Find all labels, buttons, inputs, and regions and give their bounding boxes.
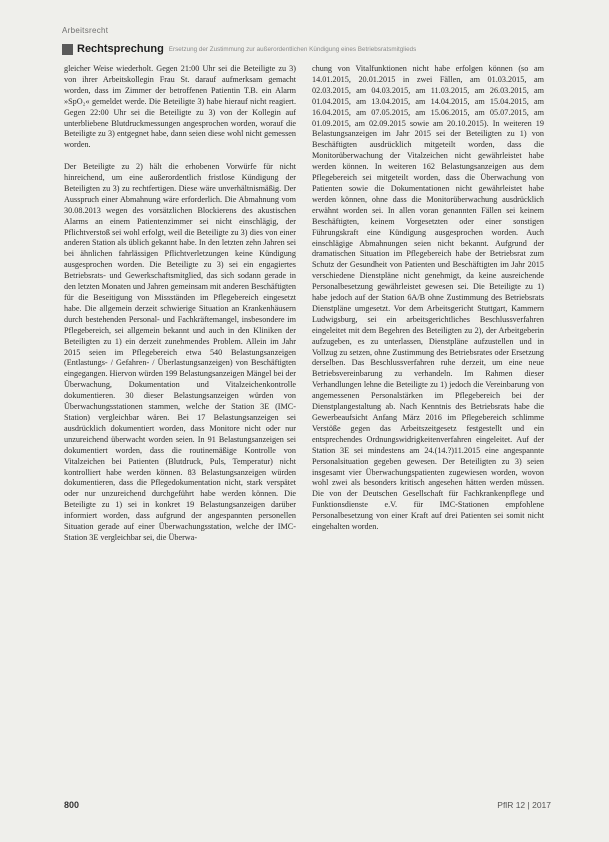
right-column	[312, 64, 544, 533]
left-column	[64, 64, 296, 544]
section-title: Rechtsprechung	[77, 43, 164, 55]
paragraph: gleicher Weise wiederholt. Gegen 21:00 Uhr sei die Beteiligte zu 3) von ihrer Arbeitskollegin Frau St. darauf aufmerksam gemacht worden, dass im Zimmer der betroffenen Patientin T.B. ein Alarm »SpO₂« gemeldet werde. Die Beteiligte 3) habe hierauf nicht reagiert. Gegen 22:00 Uhr sei die Beteiligte zu 3) von der Kollegin auf unterbliebene Blutdruckmessungen angesprochen worden, worauf die Beteiligte zu 3) entgegnet habe, dann seien diese wohl nicht gemessen worden.	[64, 64, 296, 150]
paragraph: Der Beteiligte zu 2) hält die erhobenen Vorwürfe für nicht hinreichend, um eine außerordentlich fristlose Kündigung der Beteiligten zu 3) zu rechtfertigen. Diese wäre unverhältnismäßig. Der Ausspruch einer Abmahnung wäre erforderlich. Die Abmahnung vom 30.08.2013 wegen des vorsätzlichen Blockierens des akustischen Alarms an einem Patientenzimmer sei nicht einschlägig, der Pflichtverstoß sei wohl erfolgt, weil die Beteiligte zu 3) dies von einer anderen Station als üblich gekannt habe. In den letzten zehn Jahren sei bei ähnlichen fahrlässigen Pflichtverletzungen keine Kündigung ausgesprochen worden. Die Beteiligte zu 3) sei ein engagiertes Betriebsrats- und Gewerkschaftsmitglied, das sich sodann gerade in den letzten Monaten und Jahren gemeinsam mit anderen Beschäftigten für die Beseitigung von Missständen im Pflegebereich eingesetzt habe. Die allgemein derzeit schwierige Situation an Krankenhäusern durch bestehenden Personal- und Fachkräftemangel, insbesondere im Pflegebereich, sei allgemein bekannt und auch in den Kliniken der Beteiligten zu 1) ein derzeit zunehmendes Problem. Allein im Jahr 2015 seien im Pflegebereich etwa 540 Belastungsanzeigen (Entlastungs- / Gefahren- / Überlastungsanzeigen) von Beschäftigten eingegangen. Hiervon würden 199 Belastungsanzeigen Mängel bei der Überwachung, Dokumentation und Vitalzeichenkontrolle dokumentieren. 30 dieser Belastungsanzeigen würden von Überwachungsstationen stammen, welche der Station 3E (IMC-Station) vergleichbar wären. Bei 17 Belastungsanzeigen sei ausdrücklich dokumentiert worden, dass Monitore nicht oder nur unzureichend überwacht worden seien. In 91 Belastungsanzeigen sei dokumentiert worden, dass die routinemäßige Kontrolle von Vitalzeichen bei Patienten (Blutdruck, Puls, Temperatur) nicht kontrolliert habe werden können. 83 Belastungsanzeigen würden dokumentieren, dass die Pflegedokumentation nicht, stark verspätet oder nur unzureichend durchgeführt habe werden können. Die Beteiligte zu 1) sei in konkret 19 Belastungsanzeigen darüber informiert worden, dass aufgrund der angespannten personellen Situation gerade auf einer Überwachungsstation, welche der IMC-Station 3E vergleichbar sei, die Überwa-	[64, 162, 296, 542]
section-header	[62, 42, 551, 56]
running-head: Arbeitsrecht	[62, 26, 109, 35]
journal-issue: PflR 12 | 2017	[497, 800, 551, 810]
section-subtitle: Ersetzung der Zustimmung zur außerordentlichen Kündigung eines Betriebsratsmitglieds	[168, 45, 417, 53]
section-marker-icon	[62, 44, 73, 55]
paragraph: chung von Vitalfunktionen nicht habe erfolgen können (so am 14.01.2015, 20.01.2015 in zwei Fällen, am 01.03.2015, am 02.03.2015, am 04.03.2015, am 11.03.2015, am 26.03.2015, am 01.04.2015, am 13.04.2015, am 14.04.2015, am 15.04.2015, am 16.04.2015, am 07.05.2015, am 15.06.2015, am 05.07.2015, am 01.09.2015, am 02.09.2015 sowie am 20.10.2015). In weiteren 19 Belastungsanzeigen im Jahr 2015 sei der Beteiligten zu 1) von Beschäftigten ausdrücklich mitgeteilt worden, dass die Monitorüberwachung der Vitalzeichen nicht gewährleistet habe werden können. In weiteren 162 Belastungsanzeigen aus dem Pflegebereich sei mitgeteilt worden, dass die Überwachung von Patienten sowie die Dokumentationen nicht gewährleistet habe werden können, ohne dass die Monitorüberwachung ausdrücklich erwähnt worden sei. In allen voran genannten Fällen sei keinem Beschäftigten, keinem Vorgesetzten oder einer sonstigen Führungskraft eine Kündigung ausgesprochen worden. Auch einschlägige Abmahnungen seien nicht bekannt. Aufgrund der dramatischen Situation im Pflegebereich habe der Betriebsrat zum Schutz der Gesundheit von Patienten und Beschäftigten im Jahr 2015 verschiedene Dienstpläne nicht genehmigt, da keine ausreichende Personalbesetzung gewährleistet gewesen sei. Die Beteiligte zu 1) habe jedoch auf der Station 6A/B ohne Zustimmung des Betriebsrats Dienstpläne umgesetzt. Vor dem Arbeitsgericht Stuttgart, Kammern Ludwigsburg, sei ein arbeitsgerichtliches Beschlussverfahren eingeleitet mit dem Begehren des Beteiligten zu 2), der Arbeitgeberin aufzugeben, es zu unterlassen, Dienstpläne aufzustellen und in Vollzug zu setzen, ohne Zustimmung des Betriebsrates oder Ersetzung derselben. Das Beschlussverfahren ruhe derzeit, um eine neue Betriebsvereinbarung zu verhandeln. Im Rahmen dieser Verhandlungen lehne die Beteiligte zu 1) jedoch die Vereinbarung von angemessenen Personalstärken im Pflegebereich bei der Dienstplangestaltung ab. Nach Kenntnis des Betriebsrats habe die Gewerbeaufsicht Anfang März 2016 im Pflegebereich schlimme Verstöße gegen das Arbeitszeitgesetz festgestellt und ein entsprechendes Ordnungswidrigkeitenverfahren eingeleitet. Auf der Station 3E sei mindestens am 24.(14.?)11.2015 eine angespannte Personalsituation gegeben gewesen. Der Beteiligten zu 3) seien insgesamt vier Überwachungspatienten zugewiesen worden, wovon wohl zwei als besonders kritisch angesehen hätten werden müssen. Die von der Deutschen Gesellschaft für Fachkrankenpflege und Funktionsdienste e.V. für IMC-Stationen empfohlene Personalbesetzung von einer Kraft auf drei Patienten sei somit nicht eingehalten worden.	[312, 64, 544, 532]
page-number: 800	[64, 800, 80, 810]
